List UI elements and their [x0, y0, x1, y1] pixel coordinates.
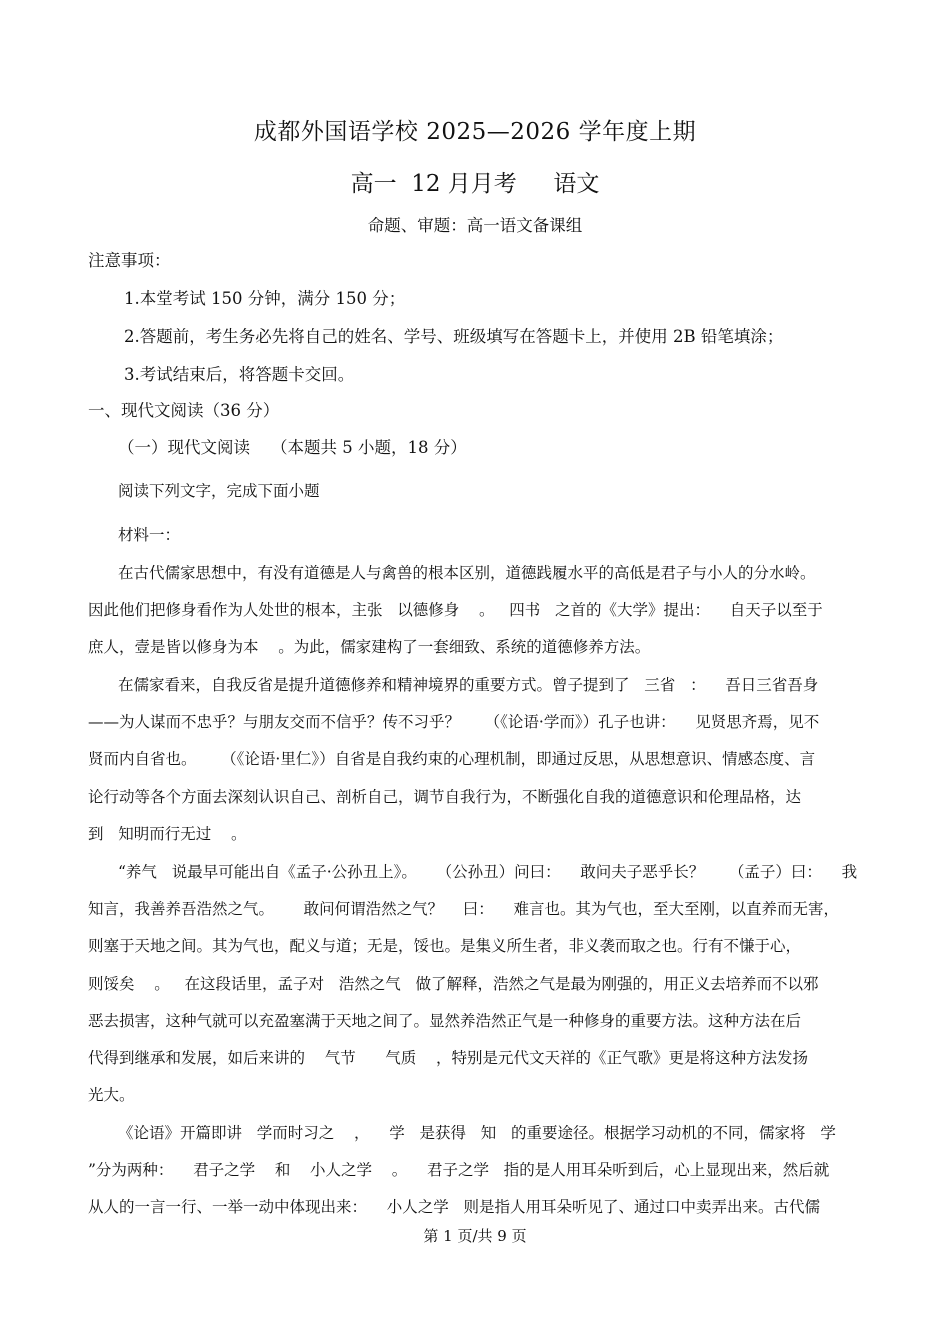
material-label: 材料一：	[118, 526, 181, 544]
passage-line: 代得到继承和发展，如后来讲的 气节 气质 ，特别是元代文天祥的《正气歌》更是将这种方法发扬	[88, 1049, 808, 1067]
notes-item: 1.本堂考试 150 分钟，满分 150 分；	[124, 289, 406, 308]
passage-line: 光大。	[88, 1086, 135, 1104]
passage-line: ”分为两种： 君子之学 和 小人之学 。 君子之学 指的是人用耳朵听到后，心上显现出来，然后就	[88, 1161, 830, 1179]
passage-line: 知言，我善养吾浩然之气。 敢问何谓浩然之气？ 曰： 难言也。其为气也，至大至刚，以直养而无害，	[88, 900, 839, 918]
exam-subject-title: 高一 12 月月考 语文	[350, 171, 600, 197]
reading-instruction: 阅读下列文字，完成下面小题	[118, 482, 320, 500]
passage-line: ——为人谋而不忠乎？与朋友交而不信乎？传不习乎？ （《论语·学而》）孔子也讲： 见贤思齐焉，见不	[88, 713, 820, 731]
passage-line: 则馁矣 。 在这段话里，孟子对 浩然之气 做了解释，浩然之气是最为刚强的，用正义去培养而不以邪	[88, 975, 819, 993]
exam-authors: 命题、审题：高一语文备课组	[367, 216, 583, 235]
notes-item: 2.答题前，考生务必先将自己的姓名、学号、班级填写在答题卡上，并使用 2B 铅笔填涂；	[124, 327, 784, 346]
notes-item: 3.考试结束后，将答题卡交回。	[124, 365, 355, 384]
passage-line: 在儒家看来，自我反省是提升道德修养和精神境界的重要方式。曾子提到了 三省 ： 吾日三省吾身	[118, 676, 819, 694]
notes-heading: 注意事项：	[88, 251, 171, 270]
passage-line: 因此他们把修身看作为人处世的根本，主张 以德修身 。 四书 之首的《大学》提出： 自天子以至于	[88, 601, 823, 619]
passage-line: 论行动等各个方面去深刻认识自己、剖析自己，调节自我行为，不断强化自我的道德意识和伦理品格，达	[88, 788, 802, 806]
passage-line: 从人的一言一行、一举一动中体现出来： 小人之学 则是指人用耳朵听见了、通过口中卖弄出来。古代儒	[88, 1198, 820, 1216]
subsection-heading: （一）现代文阅读 （本题共 5 小题，18 分）	[118, 438, 467, 457]
passage-line: 庶人，壹是皆以修身为本 。为此，儒家建构了一套细致、系统的道德修养方法。	[88, 638, 651, 656]
passage-line: 则塞于天地之间。其为气也，配义与道；无是，馁也。是集义所生者，非义袭而取之也。行有不慊于心，	[88, 937, 802, 955]
passage-line: 在古代儒家思想中，有没有道德是人与禽兽的根本区别，道德践履水平的高低是君子与小人的分水岭。	[118, 564, 816, 582]
passage-line: 《论语》开篇即讲 学而时习之 ， 学 是获得 知 的重要途径。根据学习动机的不同，儒家将 学	[118, 1124, 836, 1142]
page-number: 第 1 页/共 9 页	[423, 1227, 527, 1245]
exam-title: 成都外国语学校 2025—2026 学年度上期	[253, 119, 697, 145]
section-heading: 一、现代文阅读（36 分）	[88, 401, 280, 420]
passage-line: 恶去损害，这种气就可以充盈塞满于天地之间了。显然养浩然正气是一种修身的重要方法。这种方法在后	[88, 1012, 802, 1030]
passage-line: 到 知明而行无过 。	[88, 825, 247, 843]
passage-line: 贤而内自省也。 （《论语·里仁》）自省是自我约束的心理机制，即通过反思，从思想意识、情感态度、言	[88, 750, 816, 768]
passage-line: “养气 说最早可能出自《孟子·公孙丑上》。 （公孙丑）问曰： 敢问夫子恶乎长？ （孟子）曰： 我	[118, 863, 858, 881]
